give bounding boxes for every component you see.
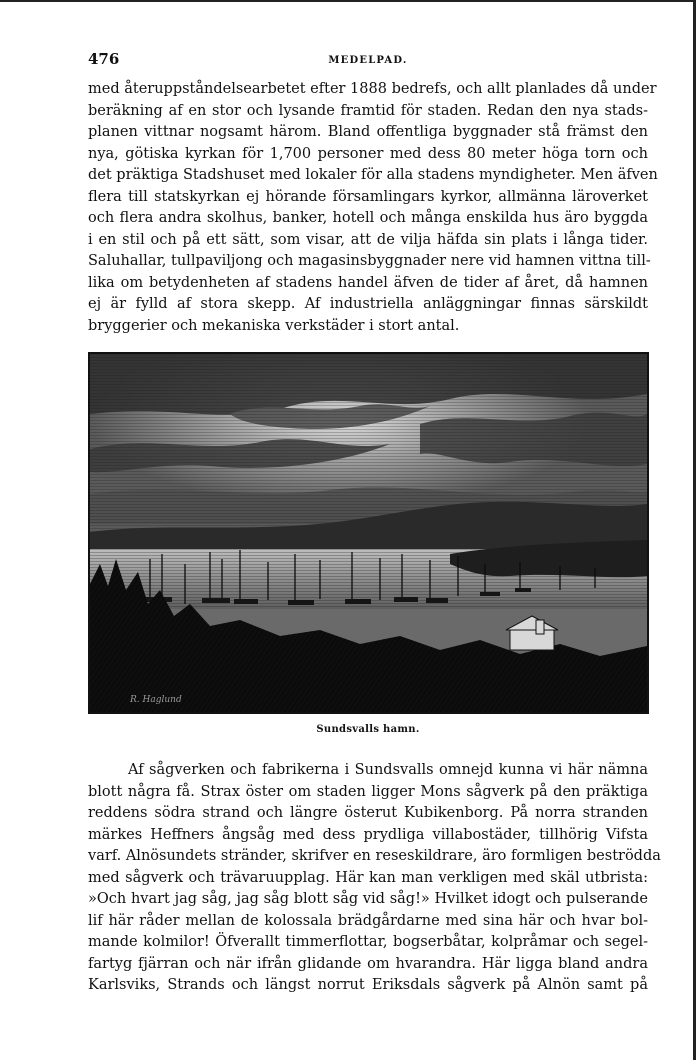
paragraph-1 (88, 79, 658, 337)
text-line: med återuppståndelsearbetet efter 1888 bedrefs, och allt planlades då under (88, 81, 657, 97)
artist-signature: R. Haglund (130, 695, 182, 705)
text-line: planen vittnar nogsamt härom. Bland offentliga byggnader stå främst den (88, 124, 648, 140)
text-line: varf. Alnösundets stränder, skrifver en reseskildrare, äro formligen beströdda (88, 848, 661, 864)
text-line: blott några få. Strax öster om staden ligger Mons sågverk på den präktiga (88, 783, 648, 800)
text-line: bryggerier och mekaniska verkstäder i stort antal. (88, 317, 460, 334)
text-line: Saluhallar, tullpaviljong och magasinsbyggnader nere vid hamnen vittna till- (88, 253, 651, 269)
page-number: 476 (88, 50, 120, 68)
text-line: »Och hvart jag såg, jag såg blott såg vid såg!» Hvilket idogt och pulserande (88, 891, 648, 907)
text-line: reddens södra strand och längre österut Kubikenborg. På norra stranden (88, 805, 648, 821)
text-line: märkes Heffners ångsåg med dess prydliga villabostäder, tillhörig Vifsta (88, 826, 648, 843)
text-line: Af sågverken och fabrikerna i Sundsvalls omnejd kunna vi här nämna (128, 762, 648, 778)
text-line: fartyg fjärran och när ifrån glidande om hvarandra. Här ligga bland andra (88, 955, 648, 972)
text-line: och flera andra skolhus, banker, hotell och många enskilda hus äro byggda (88, 210, 648, 226)
text-line: ej är fylld af stora skepp. Af industriella anläggningar finnas särskildt (88, 296, 648, 312)
text-line: i en stil och på ett sätt, som visar, att de vilja häfda sin plats i långa tider. (88, 231, 648, 248)
text-line: lika om betydenheten af stadens handel äfven de tider af året, då hamnen (88, 274, 648, 291)
harbor-engraving (88, 352, 649, 714)
text-line: med sågverk och trävaruupplag. Här kan man verkligen med skäl utbrista: (88, 869, 648, 886)
text-line: beräkning af en stor och lysande framtid för staden. Redan den nya stads- (88, 102, 648, 119)
text-line: Karlsviks, Strands och längst norrut Eriksdals sågverk på Alnön samt på (88, 977, 648, 993)
hillside-villa (506, 616, 558, 650)
text-line: lif här råder mellan de kolossala brädgårdarne med sina här och hvar bol- (88, 912, 648, 929)
illustration-caption: Sundsvalls hamn. (316, 724, 420, 735)
text-line: nya, götiska kyrkan för 1,700 personer med dess 80 meter höga torn och (88, 145, 648, 162)
text-line: mande kolmilor! Öfverallt timmerflottar, bogserbåtar, kolpråmar och segel- (88, 934, 648, 950)
page-border-top (0, 0, 696, 2)
text-line: flera till statskyrkan ej hörande församlingars kyrkor, allmänna läroverket (88, 188, 648, 205)
page-header (88, 50, 648, 70)
running-head: MEDELPAD. (328, 55, 408, 66)
paragraph-2 (88, 760, 661, 997)
text-line: det präktiga Stadshuset med lokaler för alla stadens myndigheter. Men äfven (88, 167, 658, 183)
